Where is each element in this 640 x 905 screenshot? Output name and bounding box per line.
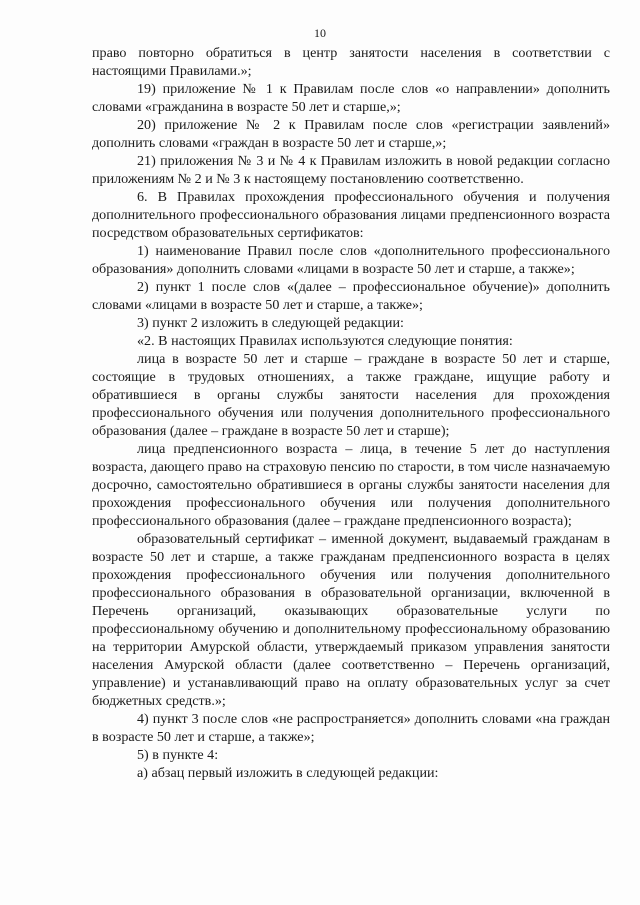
paragraph-definition-50-plus: лица в возрасте 50 лет и старше – граждане в возрасте 50 лет и старше, состоящие в трудовых отношениях, а также граждане, ищущие работу и обратившиеся в органы службы занятости населения для прохождения профессионального обучения или получения дополнительного профессионального образования (далее – граждане в возрасте 50 лет и старше); bbox=[92, 351, 610, 439]
paragraph-item-19: 19) приложение № 1 к Правилам после слов «о направлении» дополнить словами «гражданина в возрасте 50 лет и старше,»; bbox=[92, 81, 610, 115]
document-body bbox=[92, 44, 610, 782]
paragraph-subitem-4: 4) пункт 3 после слов «не распространяется» дополнить словами «на граждан в возрасте 50 лет и старше, а также»; bbox=[92, 711, 610, 745]
paragraph-subitem-2: 2) пункт 1 после слов «(далее – профессиональное обучение)» дополнить словами «лицами в возрасте 50 лет и старше, а также»; bbox=[92, 279, 610, 313]
paragraph-definition-certificate: образовательный сертификат – именной документ, выдаваемый гражданам в возрасте 50 лет и старше, а также гражданам предпенсионного возраста в целях прохождения профессионального обучения или получения дополнительного профессионального образования в образовательной организации, включенной в Перечень организаций, оказывающих образовательные услуги по профессиональному обучению и дополнительному профессиональному образованию на территории Амурской области, утверждаемый приказом управления занятости населения Амурской области (далее соответственно – Перечень организаций, управление) и устанавливающий право на оплату образовательных услуг за счет бюджетных средств.»; bbox=[92, 531, 610, 709]
paragraph-subitem-3: 3) пункт 2 изложить в следующей редакции: bbox=[137, 315, 404, 331]
paragraph-item-20: 20) приложение № 2 к Правилам после слов «регистрации заявлений» дополнить словами «граждан в возрасте 50 лет и старше,»; bbox=[92, 117, 610, 151]
paragraph-subitem-5a: а) абзац первый изложить в следующей редакции: bbox=[137, 765, 439, 781]
paragraph-subitem-5: 5) в пункте 4: bbox=[137, 747, 219, 763]
page-number: 10 bbox=[314, 26, 326, 40]
paragraph-quote-intro: «2. В настоящих Правилах используются следующие понятия: bbox=[137, 333, 513, 349]
paragraph-continuation: право повторно обратиться в центр занятости населения в соответствии с настоящими Правилами.»; bbox=[92, 45, 610, 79]
paragraph-section-6: 6. В Правилах прохождения профессионального обучения и получения дополнительного профессионального образования лицами предпенсионного возраста посредством образовательных сертификатов: bbox=[92, 189, 610, 241]
paragraph-item-21: 21) приложения № 3 и № 4 к Правилам изложить в новой редакции согласно приложениям № 2 и № 3 к настоящему постановлению соответственно. bbox=[92, 153, 610, 187]
paragraph-subitem-1: 1) наименование Правил после слов «дополнительного профессионального образования» дополнить словами «лицами в возрасте 50 лет и старше, а также»; bbox=[92, 243, 610, 277]
paragraph-definition-preretirement: лица предпенсионного возраста – лица, в течение 5 лет до наступления возраста, дающего право на страховую пенсию по старости, в том числе назначаемую досрочно, самостоятельно обратившиеся в органы службы занятости населения для прохождения профессионального обучения или получения дополнительного профессионального образования (далее – граждане предпенсионного возраста); bbox=[92, 441, 610, 529]
